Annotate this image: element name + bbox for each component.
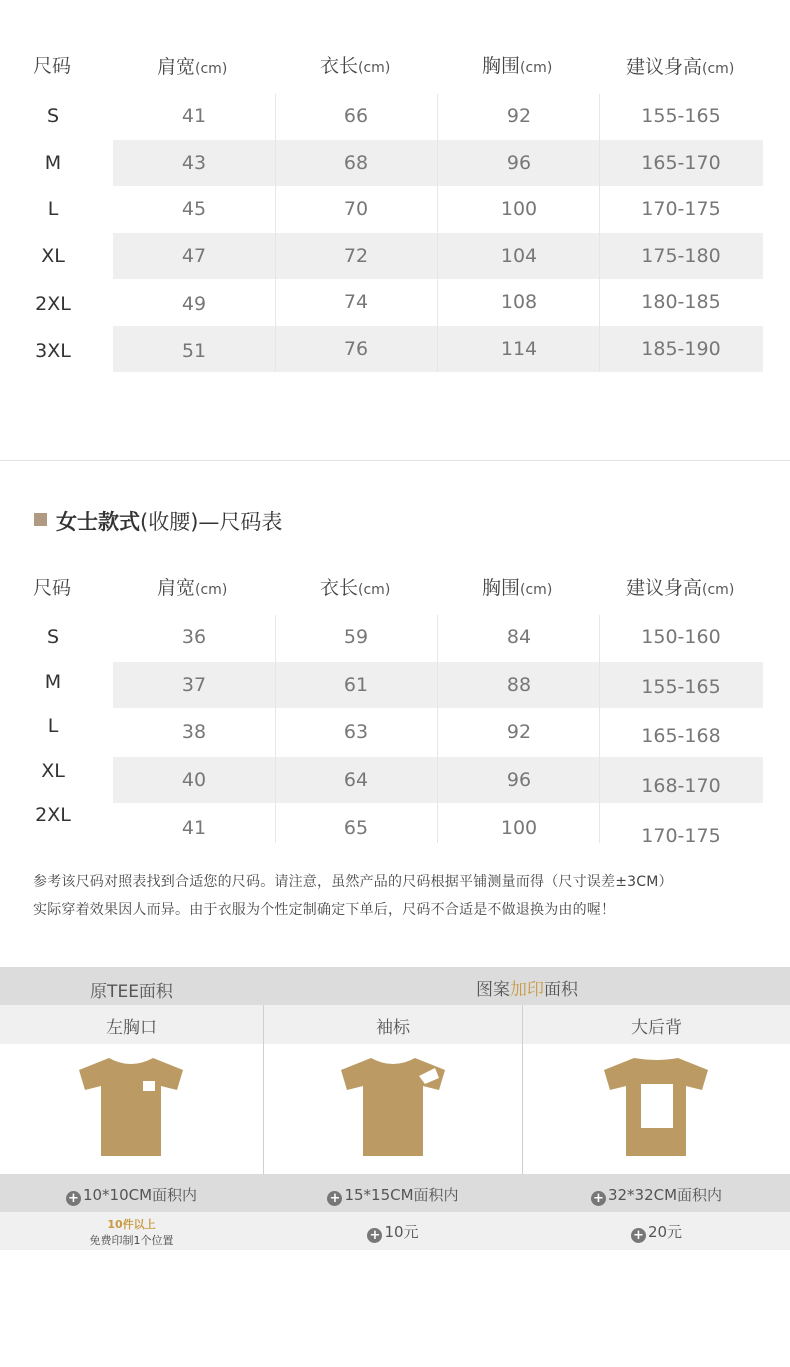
header-height: 建议身高(cm): [626, 577, 735, 599]
chest-cell: 114: [500, 338, 538, 360]
area-back: + 32*32CM面积内: [523, 1184, 790, 1206]
note-line: 实际穿着效果因人而异。由于衣服为个性定制确定下单后，尺码不合适是不做退换为由的喔！: [33, 902, 616, 918]
price-back: + 20元: [523, 1221, 790, 1243]
size-cell: 2XL: [35, 804, 71, 826]
plus-icon: +: [591, 1191, 606, 1206]
size-cell: L: [47, 715, 59, 737]
size-note: [33, 871, 773, 919]
length-cell: 66: [343, 105, 369, 127]
height-cell: 165-170: [641, 152, 721, 174]
size-cell: 2XL: [35, 293, 71, 315]
height-cell: 150-160: [641, 626, 721, 648]
price-left-chest: 10件以上 免费印制1个位置: [89, 1218, 174, 1247]
length-cell: 76: [343, 338, 369, 360]
header-length: 衣长(cm): [320, 577, 391, 599]
plus-icon: +: [66, 1191, 81, 1206]
chest-cell: 92: [506, 105, 532, 127]
length-cell: 68: [343, 152, 369, 174]
plus-icon: +: [631, 1228, 646, 1243]
length-cell: 59: [343, 626, 369, 648]
length-cell: 64: [343, 769, 369, 791]
plus-icon: +: [327, 1191, 342, 1206]
chest-cell: 96: [506, 769, 532, 791]
note-line: 参考该尺码对照表找到合适您的尺码。请注意，虽然产品的尺码根据平铺测量而得（尺寸误差±3CM）: [33, 874, 673, 890]
column-divider: [599, 94, 600, 372]
extra-print-header: 图案加印面积: [476, 980, 578, 1000]
size-cell: XL: [41, 245, 65, 267]
header-chest: 胸围(cm): [482, 55, 553, 77]
shoulder-cell: 37: [181, 674, 207, 696]
header-size: 尺码: [33, 577, 72, 599]
length-cell: 70: [343, 198, 369, 220]
chest-cell: 88: [506, 674, 532, 696]
chest-cell: 84: [506, 626, 532, 648]
column-divider: [275, 94, 276, 372]
height-cell: 175-180: [641, 245, 721, 267]
tshirt-sleeve-icon: [341, 1056, 445, 1156]
size-cell: XL: [41, 760, 65, 782]
area-sleeve: + 15*15CM面积内: [264, 1184, 522, 1206]
column-divider: [437, 94, 438, 372]
shoulder-cell: 41: [181, 105, 207, 127]
height-cell: 180-185: [641, 291, 721, 313]
column-label-sleeve: 袖标: [376, 1018, 410, 1038]
shoulder-cell: 38: [181, 721, 207, 743]
length-cell: 65: [343, 817, 369, 839]
original-area-header: 原TEE面积: [90, 982, 173, 1002]
height-cell: 170-175: [641, 198, 721, 220]
chest-cell: 100: [500, 817, 538, 839]
size-cell: 3XL: [35, 340, 71, 362]
section-divider: [0, 460, 790, 461]
length-cell: 61: [343, 674, 369, 696]
tshirt-left-chest-icon: [79, 1056, 183, 1156]
size-cell: S: [46, 105, 60, 127]
shoulder-cell: 36: [181, 626, 207, 648]
column-divider: [437, 615, 438, 843]
section-marker-icon: [34, 513, 47, 526]
height-cell: 170-175: [641, 825, 721, 847]
shoulder-cell: 43: [181, 152, 207, 174]
length-cell: 63: [343, 721, 369, 743]
header-chest: 胸围(cm): [482, 577, 553, 599]
chest-cell: 108: [500, 291, 538, 313]
header-shoulder: 肩宽(cm): [157, 56, 228, 78]
shoulder-cell: 51: [181, 340, 207, 362]
height-cell: 155-165: [641, 105, 721, 127]
height-cell: 185-190: [641, 338, 721, 360]
price-sleeve: + 10元: [264, 1221, 522, 1243]
height-cell: 155-165: [641, 676, 721, 698]
shoulder-cell: 47: [181, 245, 207, 267]
column-divider: [599, 615, 600, 843]
size-cell: M: [44, 671, 62, 693]
height-cell: 168-170: [641, 775, 721, 797]
header-length: 衣长(cm): [320, 55, 391, 77]
area-left-chest: + 10*10CM面积内: [0, 1184, 263, 1206]
size-cell: M: [44, 152, 62, 174]
chest-cell: 104: [500, 245, 538, 267]
size-cell: L: [47, 198, 59, 220]
shoulder-cell: 49: [181, 293, 207, 315]
chest-cell: 92: [506, 721, 532, 743]
length-cell: 72: [343, 245, 369, 267]
header-size: 尺码: [33, 55, 72, 77]
column-divider: [275, 615, 276, 843]
length-cell: 74: [343, 291, 369, 313]
column-label-back: 大后背: [631, 1018, 682, 1038]
women-section-title: 女士款式(收腰)—尺码表: [56, 510, 283, 534]
chest-cell: 100: [500, 198, 538, 220]
chest-cell: 96: [506, 152, 532, 174]
shoulder-cell: 41: [181, 817, 207, 839]
plus-icon: +: [367, 1228, 382, 1243]
header-shoulder: 肩宽(cm): [157, 577, 228, 599]
shoulder-cell: 40: [181, 769, 207, 791]
header-height: 建议身高(cm): [626, 56, 735, 78]
height-cell: 165-168: [641, 725, 721, 747]
column-label-left-chest: 左胸口: [106, 1018, 157, 1038]
tshirt-back-icon: [604, 1056, 708, 1156]
shoulder-cell: 45: [181, 198, 207, 220]
size-cell: S: [46, 626, 60, 648]
